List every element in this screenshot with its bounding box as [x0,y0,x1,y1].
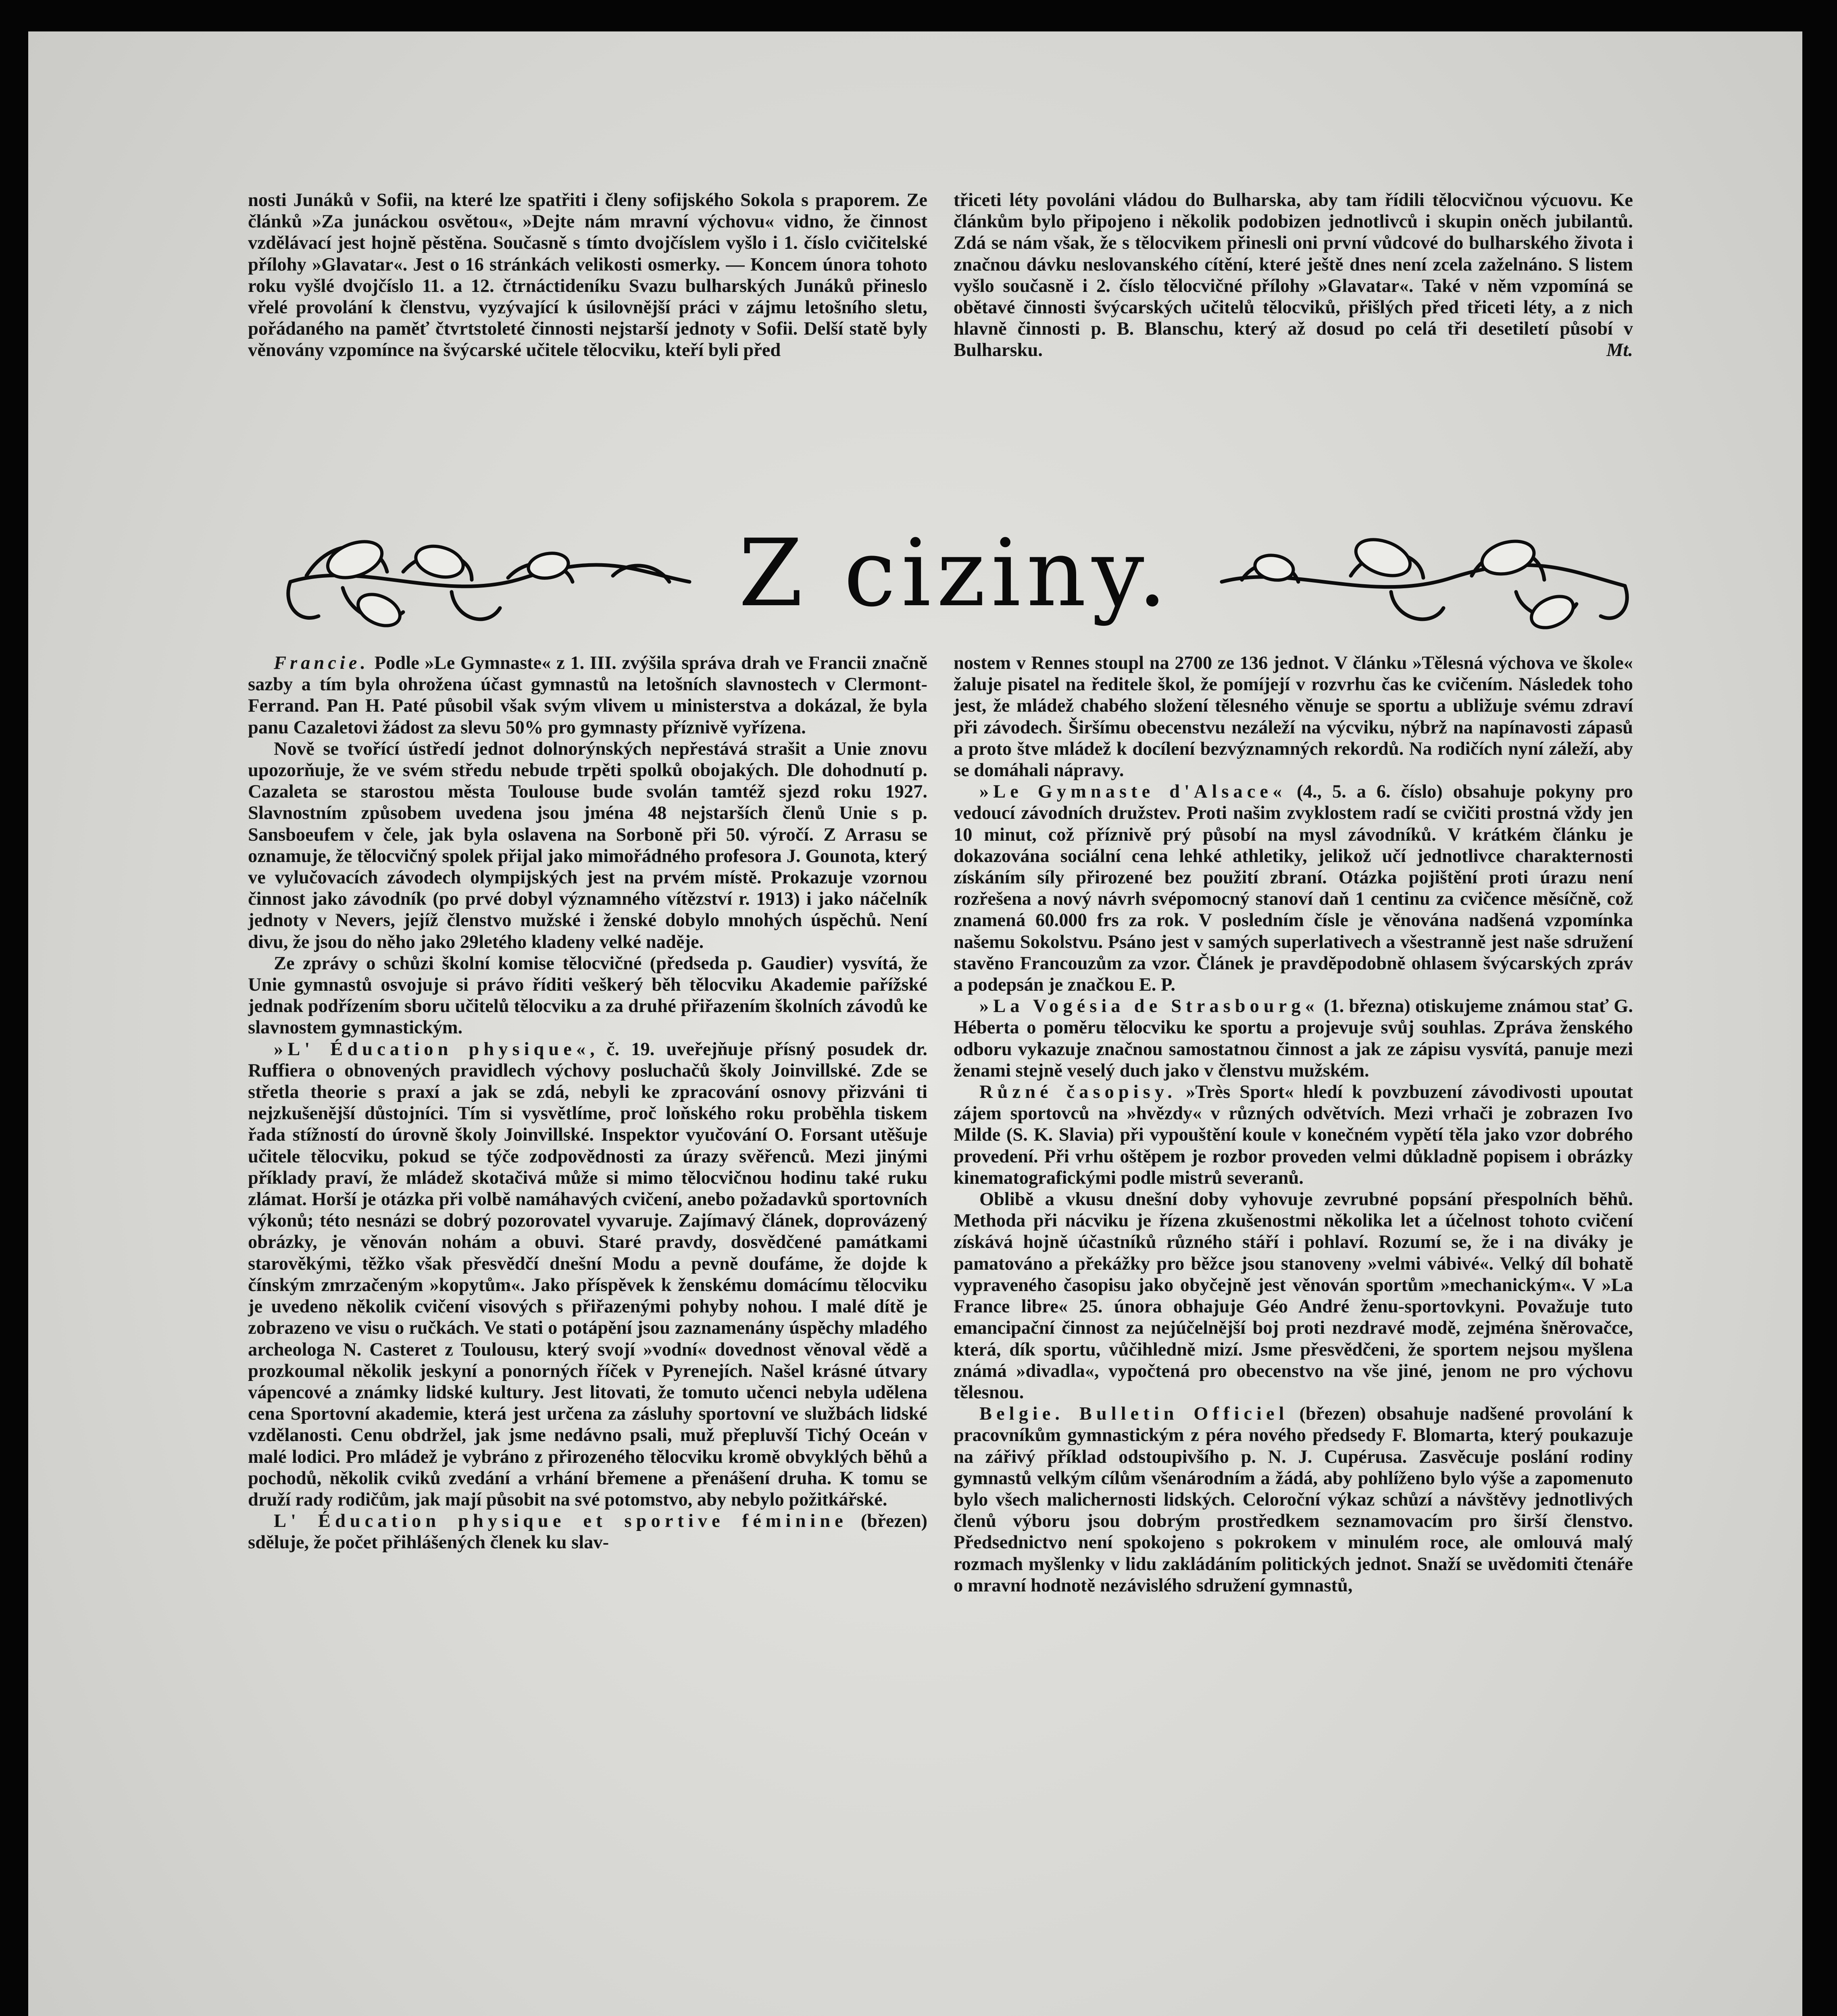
main-right-column [954,652,1633,1596]
article-paragraph: Belgie. Bulletin Officiel (březen) obsahuje nadšené provolání k pracovníkům gymnastickým z péra nového předsedy F. Blomarta, který poukazuje na zářivý příklad odstoupivšího p. N. J. Cupérusa. Zasvěcuje poslání rodiny gymnastů velkým cílům všenárodním a žádá, aby pohlíženo bylo výše a zapomenuto bylo všech malichernosti lidských. Celoroční výkaz schůzí a návštěvy jednotlivých členů výboru jsou dobrým prostředkem seznamovacím pro širší členstvo. Předsednictvo není spokojeno s pokrokem v minulém roce, ale omlouvá malý rozmach myšlenky v lidu zakládáním politických jednot. Snaží se uvědomiti čtenáře o mravní hodnotě nezávislého sdružení gymnastů, [954,1404,1633,1596]
section-lead: Různé časopisy. [979,1082,1177,1103]
section-lead: Belgie. Bulletin Officiel [979,1404,1289,1425]
periodical-title: L' Éducation physique et sportive féminine [274,1511,848,1532]
periodical-title: »La Vogésia de Strasbourg« [979,996,1319,1017]
periodical-title: »Le Gymnaste d'Alsace« [979,781,1287,802]
section-lead: Francie. [274,653,369,673]
article-paragraph: Francie. Podle »Le Gymnaste« z 1. III. zvýšila správa drah ve Francii značně sazby a tím byla ohrožena účast gymnastů na letošních slavnostech v Clermont-Ferrand. Pan H. Paté působil však svým vlivem u ministerstva a dokázal, že byla panu Cazaletovi žádost za slevu 50% pro gymnasty příznivě vyřízena. [248,653,927,738]
magazine-page [28,31,1802,2016]
article-paragraph: Nově se tvořící ústředí jednot dolnorýnských nepřestává strašit a Unie znovu upozorňuje, že ve svém středu nebude trpěti spolků obojakých. Dle dohodnutí p. Cazaleta se starostou města Toulouse bude svolán tamtéž sjezd roku 1927. Slavnostním způsobem uvedena jsou jména 48 nejstarších členů Unie s p. Sansboeufem v čele, jak byla oslavena na Sorboně při 50. výročí. Z Arrasu se oznamuje, že tělocvičný spolek přijal jako mimořádného profesora J. Gounota, který ve vylučovacích závodech olympijských jest na prvém místě. Prokazuje vzornou činnost jako závodník (po prvé dobyl významného vítězství r. 1913) i jako náčelník jednoty v Nevers, jejíž členstvo mužské i ženské dobylo mnohých úspěchů. Není divu, že jsou do něho jako 29letého kladeny velké naděje. [248,738,927,952]
article-paragraph: Oblibě a vkusu dnešní doby vyhovuje zevrubné popsání přespolních běhů. Methoda při nácviku je řízena zkušenostmi několika let a účelnost tohoto cvičení získává hojně účastníků různého stáří i pohlaví. Rozumí se, že i na diváky je pamatováno a překážky pro běžce jsou stanoveny »velmi vábivé«. Velký díl bohatě vypraveného časopisu jako obyčejně jest věnován sportům »mechanickým«. V »La France libre« 25. února obhajuje Géo André ženu-sportovkyni. Považuje tuto emancipační činnost za nejúčelnější boj proti nezdravé modě, zejména šněrovačce, která, dík sportu, vůčihledně mizí. Jsme přesvědčeni, že sportem nejsou myšlena známá »divadla«, vypočtená pro obecenstvo na vše jiné, jenom ne pro výchovu tělesnou. [954,1189,1633,1403]
section-title: Z ciziny. [738,520,1173,627]
article-paragraph: L' Éducation physique et sportive féminine (březen) sděluje, že počet přihlášených členek ku slav- [248,1511,927,1553]
top-right-column [954,190,1633,361]
periodical-title: »L' Éducation physique« [274,1039,590,1060]
top-left-column [248,190,927,361]
article-paragraph: nostem v Rennes stoupl na 2700 ze 136 jednot. V článku »Tělesná výchova ve škole« žaluje pisatel na ředitele škol, že pomíjejí v rozvrhu čas ke cvičením. Následek toho jest, že mládež chabého složení tělesného věnuje se sportu a ubližuje svému zdraví při závodech. Širšímu obecenstvu nezáleží na výcviku, nýbrž na napínavosti zápasů a proto štve mládež k docílení bezvýznamných rekordů. Na rodičích nyní záleží, aby se domáhali nápravy. [954,653,1633,781]
article-paragraph: »L' Éducation physique«, č. 19. uveřejňuje přísný posudek dr. Ruffiera o obnovených pravidlech výchovy posluchačů školy Joinvillské. Zde se střetla theorie s praxí a jak se zdá, nebyli ke zpracování osnovy přizváni ti nejzkušenější důstojníci. Tím si vysvětlíme, proč loňského roku proběhla tiskem řada stížností do úrovně školy Joinvillské. Inspektor vyučování O. Forsant utěšuje učitele tělocviku, pokud se týče zodpovědnosti za úrazy svěřenců. Mezi jinými příklady praví, že mládež skotačivá může si mimo tělocvičnou hodinu také ruku zlámat. Horší je otázka při volbě namáhavých cvičení, anebo požadavků sportovních výkonů; této nesnázi se dobrý pozorovatel vyvaruje. Zajímavý článek, doprovázený obrázky, je věnován nohám a obuvi. Staré pravdy, dosvědčené památkami starověkými, těžko však přesvědčí dnešní Modu a pevně doufáme, že dojde k čínským zmrzačeným »kopytům«. Jako příspěvek k ženskému domácímu tělocviku je uvedeno několik cvičení visových s přiřazenými pohyby nohou. I malé dítě je zobrazeno ve visu o ručkách. Ve stati o potápění jsou zaznamenány úspěchy mladého archeologa N. Casteret z Toulousu, který svojí »vodní« dovednost věnoval vědě a prozkoumal několik jeskyní a ponorných říček v Pyrenejích. Našel krásné útvary vápencové a známky lidské kultury. Jest litovati, že tomuto učenci nebyla udělena cena Sportovní akademie, která jest určena za zásluhy sportovní ve službách lidské vzdělanosti. Cenu obdržel, jak jsme nedávno psali, muž přepluvší Tichý Oceán v malé lodici. Pro mládež je vybráno z přirozeného tělocviku kromě obvyklých běhů a pochodů, několik cviků zvedání a vrhání břemene a přenášení druha. K tomu se druží rady rodičům, jak mají působit na své potomstvo, aby nebylo požitkářské. [248,1039,927,1510]
top-right-paragraph [954,190,1633,361]
article-paragraph: Různé časopisy. »Très Sport« hledí k povzbuzení závodivosti upoutat zájem sportovců na »hvězdy« v různých odvětvích. Mezi vrhači je zobrazen Ivo Milde (S. K. Slavia) při vypouštění koule v konečném vypětí těla jako vzor dobrého provedení. Při vrhu oštěpem je rozbor proveden velmi důkladně popisem i obrázky kinematografickými podle mistrů severanů. [954,1082,1633,1188]
top-right-text: třiceti léty povoláni vládou do Bulharska, aby tam řídili tělocvičnou výcuovu. Ke článkům bylo připojeno i několik podobizen jednotlivců i skupin oněch jubilantů. Zdá se nám však, že s tělocvikem přinesli oni první vůdcové do bulharského života i značnou dávku neslovanského cítění, které ještě dnes není zcela zaželnáno. S listem vyšlo současně i 2. číslo tělocvičné přílohy »Glavatar«. Také v něm vzpomíná se obětavé činnosti švýcarských učitelů tělocviků, přišlých před třiceti léty, a z nich hlavně činnosti p. B. Blanschu, který až dosud po celá tři desetiletí působí v Bulharsku. [954,190,1633,361]
section-heading [282,511,1633,644]
article-paragraph: Ze zprávy o schůzi školní komise tělocvičné (předseda p. Gaudier) vysvítá, že Unie gymnastů osvojuje si právo říditi veškerý běh tělocviku Akademie pařížské jednak podřízením sboru učitelů tělocviku a za druhé přiřazením školních závodů ke slavnostem gymnastickým. [248,953,927,1038]
main-left-column [248,652,927,1554]
article-paragraph: »La Vogésia de Strasbourg« (1. března) otiskujeme známou stať G. Héberta o poměru tělocviku ke sportu a projevuje svůj souhlas. Zpráva ženského odboru vykazuje značnou samostatnou činnost a jak ze zápisu vysvítá, panuje mezi ženami stejně veselý duch jako v členstvu mužském. [954,996,1633,1081]
article-paragraph: »Le Gymnaste d'Alsace« (4., 5. a 6. číslo) obsahuje pokyny pro vedoucí závodních družstev. Proti našim zvyklostem radí se cvičiti prostná vždy jen 10 minut, což příznivě prý působí na mysl závodníků. V krátkém článku je dokazována sociální cena lehké athletiky, jelikož učí jednotlivce charakternosti získáním síly přirozené bez použití zbraní. Otázka pojištění proti úrazu není rozřešena a nový návrh svépomocný stanoví daň 1 centinu za cvičence měsíčně, což znamená 60.000 frs za rok. V posledním čísle je věnována nadšená vzpomínka našemu Sokolstvu. Psáno jest v samých superlativech a všestranně jest naše sdružení stavěno Francouzům za vzor. Článek je pravděpodobně ohlasem švýcarských zpráv a podepsán je značkou E. P. [954,781,1633,996]
top-left-paragraph: nosti Junáků v Sofii, na které lze spatřiti i členy sofijského Sokola s praporem. Ze článků »Za junáckou osvětou«, »Dejte nám mravní výchovu« vidno, že činnost vzdělávací jest hojně pěstěna. Současně s tímto dvojčíslem vyšlo i 1. číslo cvičitelské přílohy »Glavatar«. Jest o 16 stránkách velikosti osmerky. — Koncem února tohoto roku vyšlé dvojčíslo 11. a 12. čtrnáctideníku Svazu bulharských Junáků přineslo vřelé provolání k členstvu, vyzývající k úsilovnější práci v zájmu letošního sletu, pořádaného na paměť čtvrtstoleté činnosti nejstarší jednoty v Sofii. Delší statě byly věnovány vzpomínce na švýcarské učitele tělocviku, kteří byli před [248,190,927,361]
author-signature: Mt. [1606,340,1633,361]
